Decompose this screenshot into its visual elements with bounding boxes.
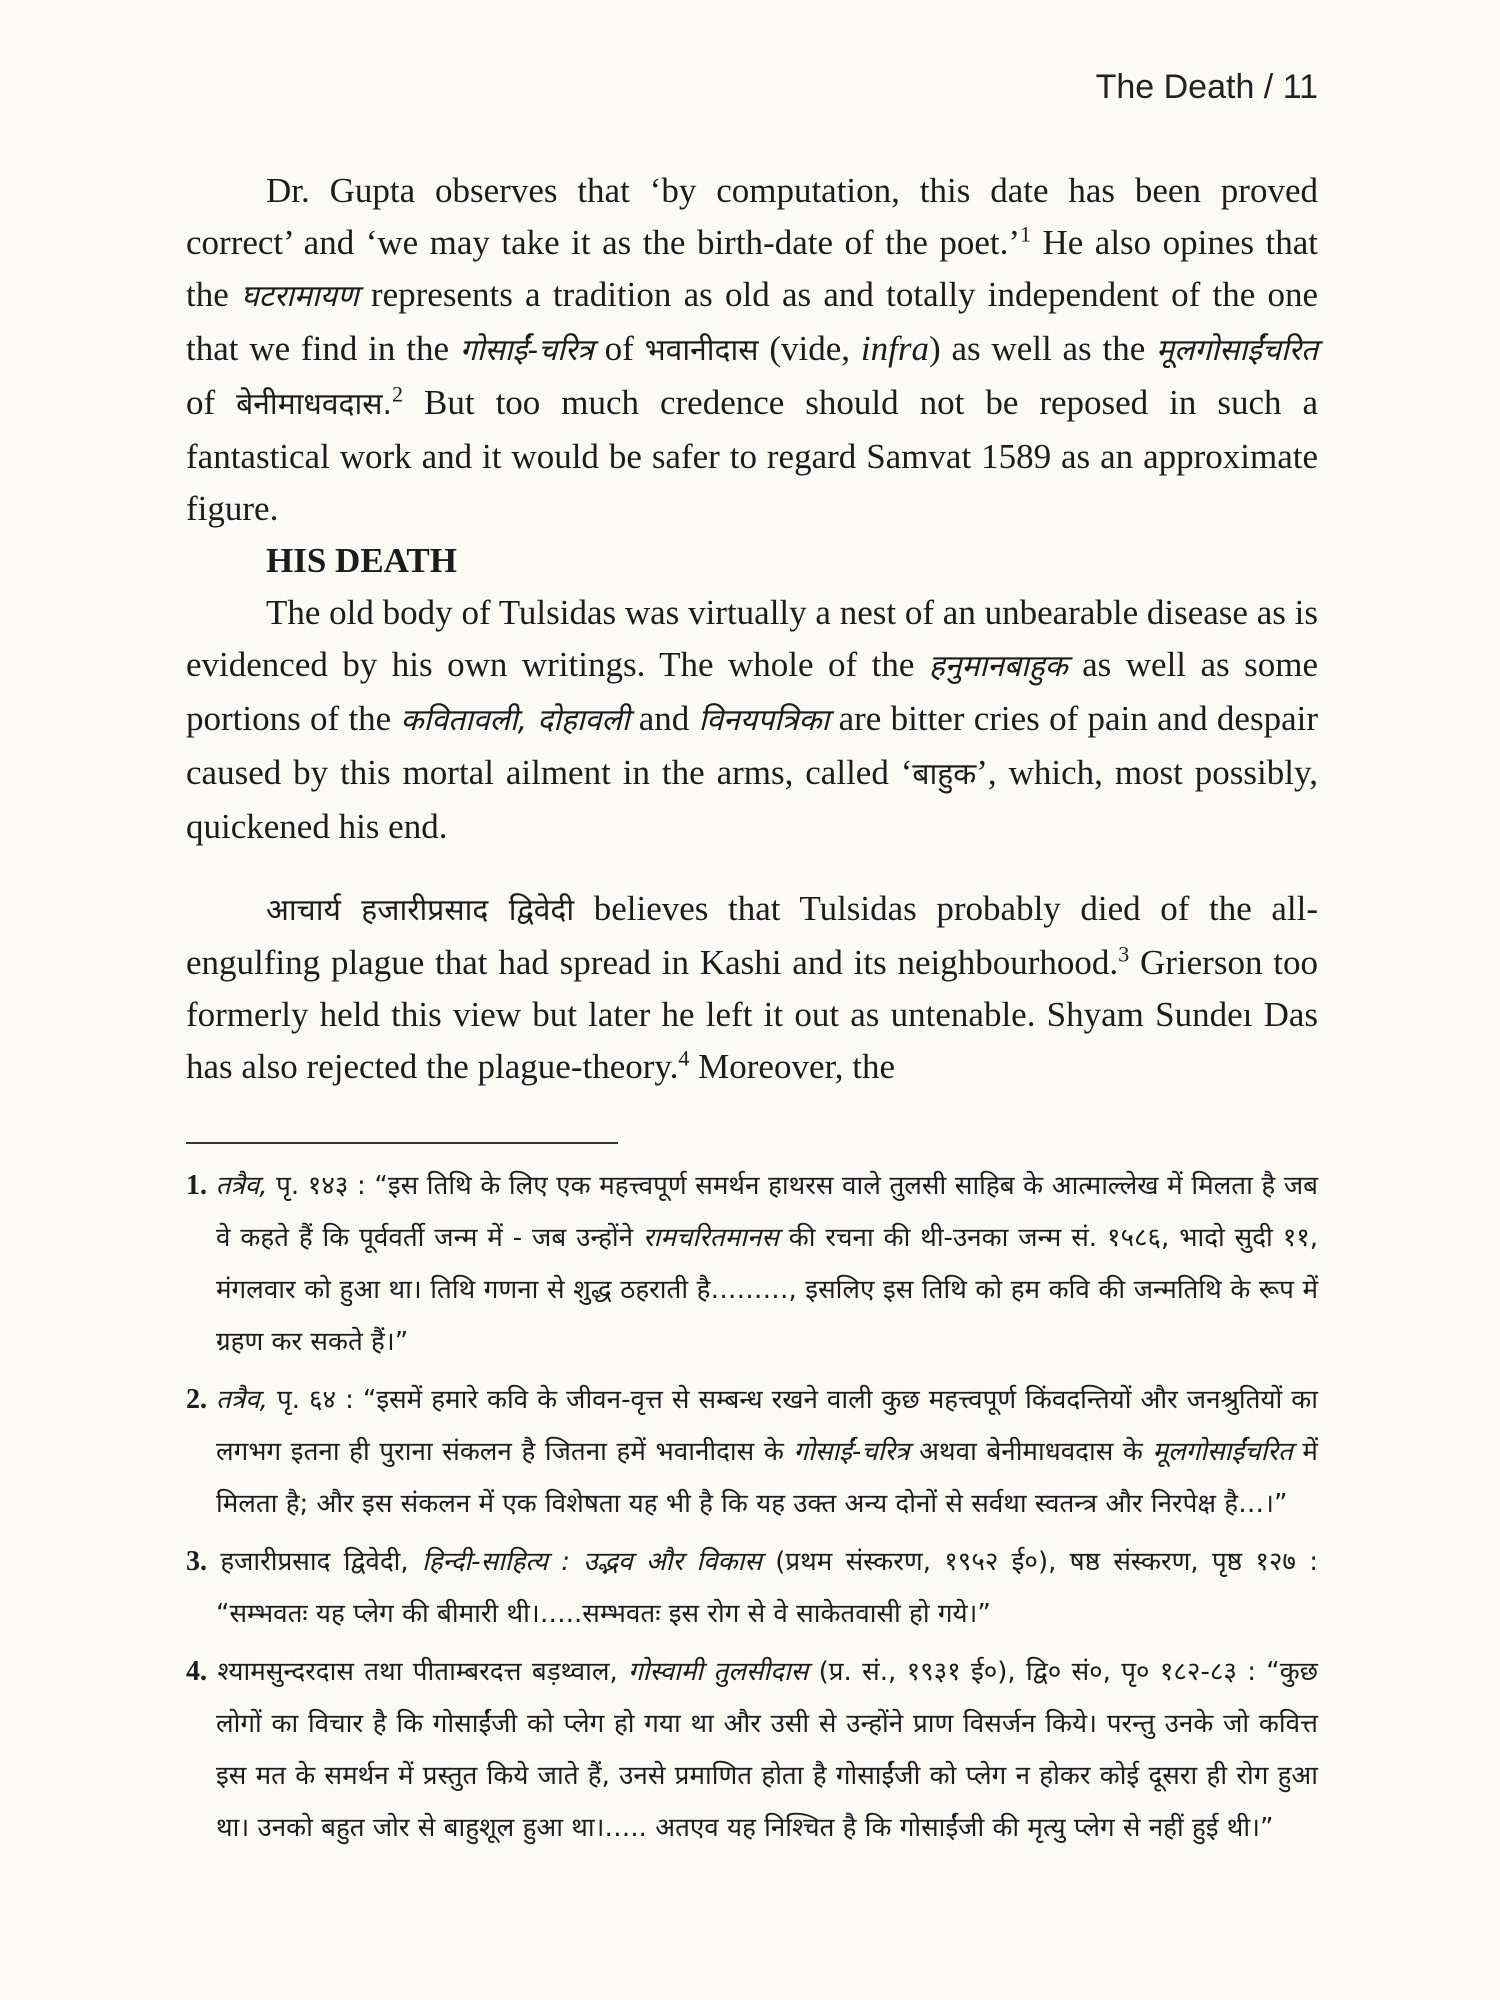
text-run: ’, which, most possibly, quickened his end. <box>186 753 1318 846</box>
section-heading: HIS DEATH <box>266 541 457 580</box>
footnote-ref-1: 1 <box>1020 221 1032 247</box>
footnote-italic: हिन्दी-साहित्य : उद्भव और विकास <box>422 1547 762 1577</box>
footnote-text: पृ. ६४ : “इसमें हमारे कवि के जीवन-वृत्त से सम्बन्ध रखने वाली कुछ महत्त्वपूर्ण किंवदन्तियों और जनश्रुतियों का लगभग इतना ही पुराना संकलन है जितना हमें भवानीदास के <box>216 1385 1318 1467</box>
footnote-number: 4. <box>186 1656 207 1687</box>
hindi-term: कवितावली, दोहावली <box>400 703 630 738</box>
hindi-term: हनुमानबाहुक <box>928 649 1068 684</box>
hindi-term: घटरामायण <box>241 279 359 314</box>
running-head: The Death / 11 <box>1095 68 1318 106</box>
hindi-term: बाहुक <box>912 757 977 792</box>
text-run: (vide, <box>758 329 861 368</box>
text-run: But too much credence should not be reposed in such a fantastical work and it would be safer to regard Samvat 1589 as an approximate figure. <box>186 383 1319 528</box>
hindi-term: आचार्य हजारीप्रसाद द्विवेदी <box>266 893 575 928</box>
text-run: He also opines that the <box>186 223 1318 314</box>
footnote-number: 1. <box>186 1170 207 1201</box>
footnote-italic: तत्रैव, <box>216 1385 268 1415</box>
footnotes <box>186 1160 1318 1860</box>
footnote-text: श्यामसुन्दरदास तथा पीताम्बरदत्त बड़थ्वाल, <box>217 1657 629 1687</box>
text-run: represents a tradition as old as and totally independent of the one that we find in the <box>186 275 1318 368</box>
paragraph-disease <box>186 587 1318 853</box>
footnote-italic: तत्रैव, <box>215 1171 268 1201</box>
text-run: Dr. Gupta observes that ‘by computation, this date has been proved correct’ and ‘we may take it as the birth-date of the poet.’ <box>186 171 1318 262</box>
footnote-text: में मिलता है; और इस संकलन में एक विशेषता यह भी है कि यह उक्त अन्य दोनों से सर्वथा स्वतन्त्र और निरपेक्ष है…।” <box>216 1437 1318 1519</box>
text-run: Grierson too formerly held this view but later he left it out as untenable. Shyam Sundeı Das has also rejected the plague-theory. <box>186 943 1318 1086</box>
text-run: are bitter cries of pain and despair caused by this mortal ailment in the arms, called ‘ <box>186 699 1318 792</box>
text-run: of <box>593 329 645 368</box>
hindi-term: विनयपत्रिका <box>698 703 830 738</box>
footnote-text: हजारीप्रसाद द्विवेदी, <box>220 1547 422 1577</box>
paragraph-birth-date <box>186 165 1318 535</box>
text-run: of <box>186 383 237 422</box>
text-run: and <box>629 699 699 738</box>
footnote-text: (प्रथम संस्करण, १९५२ ई०), षष्ठ संस्करण, पृष्ठ १२७ : “सम्भवतः यह प्लेग की बीमारी थी।…..सम्भवतः इस रोग से वे साकेतवासी हो गये।” <box>216 1547 1319 1629</box>
footnote-text: पृ. १४३ : “इस तिथि के लिए एक महत्त्वपूर्ण समर्थन हाथरस वाले तुलसी साहिब के आत्माल्लेख में मिलता है जब वे कहते हैं कि पूर्ववर्ती जन्म में - जब उन्होंने <box>216 1171 1318 1253</box>
footnote-4 <box>186 1646 1318 1854</box>
footnote-number: 3. <box>186 1546 207 1577</box>
paragraph-plague <box>186 883 1318 1093</box>
footnote-3 <box>186 1536 1318 1640</box>
text-run: The old body of Tulsidas was virtually a nest of an unbearable disease as is evidenced by his own writings. The whole of the <box>186 593 1318 684</box>
footnote-text: (प्र. सं., १९३१ ई०), द्वि० सं०, पृ० १८२-८३ : “कुछ लोगों का विचार है कि गोसाईंजी को प्लेग हो गया था और उसी से उन्होंने प्राण विसर्जन किये। परन्तु उनके जो कवित्त इस मत के समर्थन में प्रस्तुत किये जाते हैं, उनसे प्रमाणित होता है गोसाईंजी को प्लेग न होकर कोई दूसरा ही रोग हुआ था। उनको बहुत जोर से बाहुशूल हुआ था।….. अतएव यह निश्चित है कि गोसाईंजी की मृत्यु प्लेग से नहीं हुई थी।” <box>216 1657 1318 1843</box>
hindi-term: बेनीमाधवदास. <box>236 387 393 422</box>
footnote-italic: मूलगोसाईंचरित <box>1152 1437 1293 1467</box>
footnote-italic: रामचरितमानस <box>642 1223 779 1253</box>
footnote-2 <box>186 1374 1318 1530</box>
text-run: as well as some portions of the <box>186 645 1318 738</box>
italic-term: infra <box>860 329 929 368</box>
text-run: ) as well as the <box>928 329 1157 368</box>
footnote-text: की रचना की थी-उनका जन्म सं. १५८६, भादो सुदी ११, मंगलवार को हुआ था। तिथि गणना से शुद्ध ठहराती है………, इसलिए इस तिथि को हम कवि की जन्मतिथि के रूप में ग्रहण कर सकते हैं।” <box>216 1223 1318 1357</box>
footnote-ref-4: 4 <box>678 1045 690 1071</box>
footnote-divider <box>186 1142 618 1144</box>
footnote-ref-3: 3 <box>1118 941 1130 967</box>
hindi-term: मूलगोसाईंचरित <box>1156 333 1319 368</box>
footnote-ref-2: 2 <box>392 381 404 407</box>
footnote-italic: गोस्वामी तुलसीदास <box>628 1657 809 1687</box>
footnote-1 <box>186 1160 1318 1368</box>
text-run: Moreover, the <box>689 1047 895 1086</box>
hindi-term: भवानीदास <box>644 333 759 368</box>
footnote-number: 2. <box>186 1384 207 1415</box>
footnote-text: अथवा बेनीमाधवदास के <box>909 1437 1153 1467</box>
hindi-term: गोसाईं-चरित्र <box>459 333 594 368</box>
body-text <box>186 165 1318 1093</box>
footnote-italic: गोसाईं-चरित्र <box>793 1437 910 1467</box>
text-run: believes that Tulsidas probably died of the all-engulfing plague that had spread in Kashi and its neighbourhood. <box>186 889 1319 982</box>
